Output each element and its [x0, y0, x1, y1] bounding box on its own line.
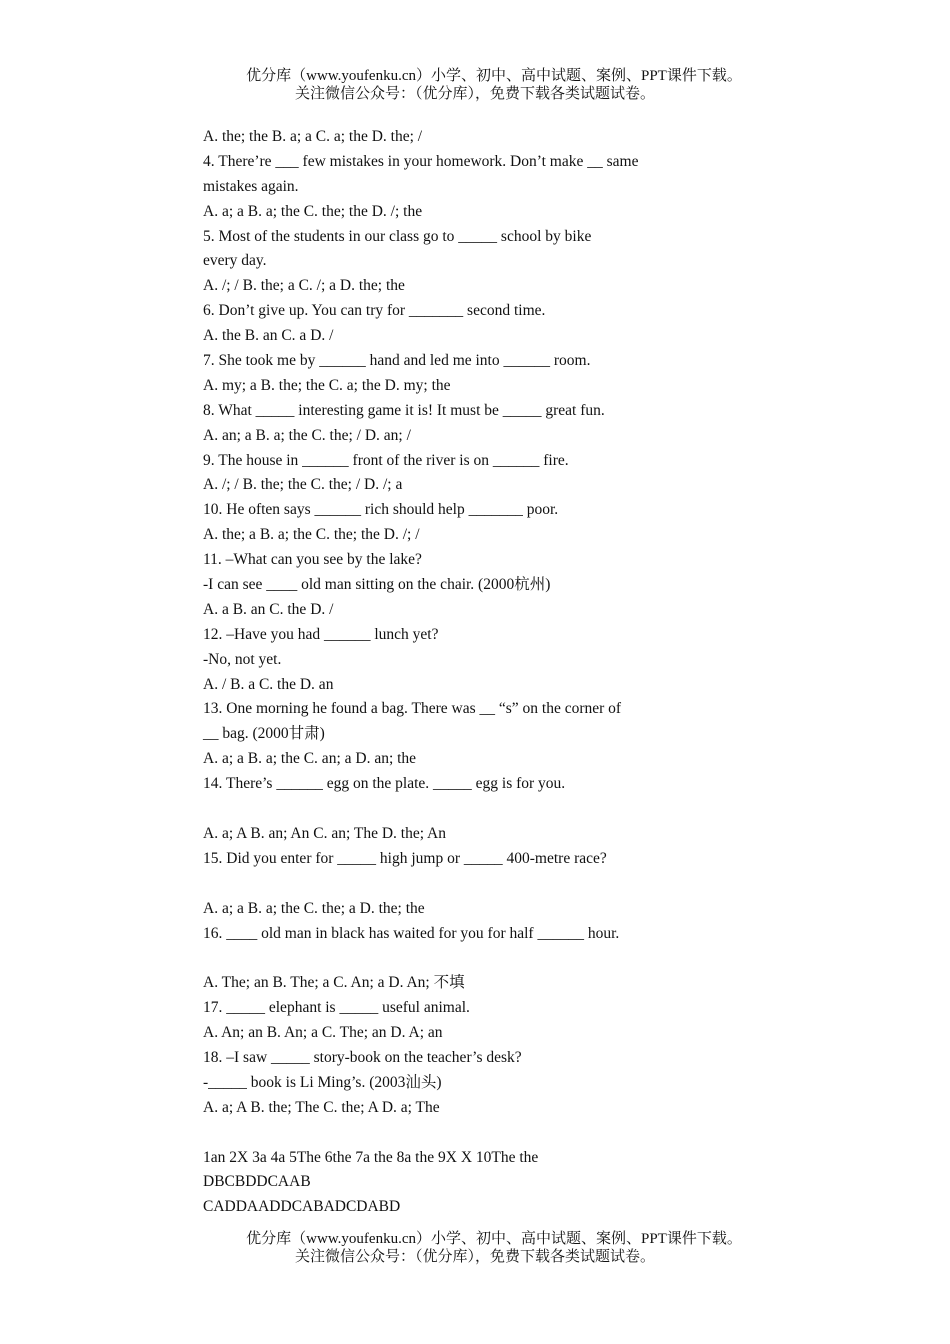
footer-line-2: 关注微信公众号：（优分库），免费下载各类试题试卷。	[294, 1249, 655, 1265]
text-line: A. a; a B. a; the C. an; a D. an; the	[203, 750, 417, 768]
text-line: 12. –Have you had ______ lunch yet?	[203, 625, 439, 643]
text-line: 11. –What can you see by the lake?	[203, 551, 422, 569]
text-line: A. An; an B. An; a C. The; an D. A; an	[203, 1024, 443, 1042]
header-line-2: 关注微信公众号：（优分库），免费下载各类试题试卷。	[294, 86, 655, 102]
text-line: 18. –I saw _____ story-book on the teacher’s desk?	[203, 1048, 522, 1066]
blank-line	[203, 797, 723, 822]
text-line: A. /; / B. the; the C. the; / D. /; a	[203, 476, 403, 494]
text-line: 4. There’re ___ few mistakes in your homework. Don’t make __ same	[203, 152, 639, 170]
blank-line	[203, 872, 723, 897]
text-line: 15. Did you enter for _____ high jump or _____ 400-metre race?	[203, 849, 607, 867]
text-line: A. the B. an C. a D. /	[203, 327, 334, 345]
text-line: -I can see ____ old man sitting on the chair. (2000杭州)	[203, 576, 551, 594]
text-line: A. / B. a C. the D. an	[203, 675, 334, 693]
text-line: A. a; a B. a; the C. the; a D. the; the	[203, 899, 425, 917]
page-header	[0, 67, 950, 103]
text-line: 13. One morning he found a bag. There was __ “s” on the corner of	[203, 700, 622, 718]
text-line: A. a; a B. a; the C. the; the D. /; the	[203, 202, 423, 220]
page-footer	[0, 1230, 950, 1266]
answer-key-line: CADDAADDCABADCDABD	[203, 1198, 401, 1216]
text-line: A. a B. an C. the D. /	[203, 600, 334, 618]
answer-key-line: 1an 2X 3a 4a 5The 6the 7a the 8a the 9X X 10The the	[203, 1148, 539, 1166]
text-line: 6. Don’t give up. You can try for _______ second time.	[203, 302, 546, 320]
text-line: 14. There’s ______ egg on the plate. _____ egg is for you.	[203, 775, 566, 793]
text-line: A. an; a B. a; the C. the; / D. an; /	[203, 426, 411, 444]
text-line: every day.	[203, 252, 267, 270]
text-line: 5. Most of the students in our class go to _____ school by bike	[203, 227, 592, 245]
text-line: A. The; an B. The; a C. An; a D. An; 不填	[203, 974, 465, 992]
text-line: A. a; A B. an; An C. an; The D. the; An	[203, 824, 446, 842]
header-line-1: 优分库（www.youfenku.cn）小学、初中、高中试题、案例、PPT课件下载。	[246, 68, 742, 84]
document-body	[203, 125, 723, 1220]
text-line: -No, not yet.	[203, 650, 282, 668]
blank-line	[203, 1121, 723, 1146]
text-line: 16. ____ old man in black has waited for you for half ______ hour.	[203, 924, 620, 942]
text-line: 10. He often says ______ rich should help _______ poor.	[203, 501, 559, 519]
blank-line	[203, 946, 723, 971]
text-line: A. the; the B. a; a C. a; the D. the; /	[203, 128, 423, 145]
text-line: mistakes again.	[203, 177, 299, 195]
text-line: A. /; / B. the; a C. /; a D. the; the	[203, 277, 405, 295]
text-line: A. the; a B. a; the C. the; the D. /; /	[203, 526, 420, 544]
text-line: -_____ book is Li Ming’s. (2003汕头)	[203, 1073, 442, 1091]
text-line: 9. The house in ______ front of the river is on ______ fire.	[203, 451, 569, 469]
text-line: 8. What _____ interesting game it is! It must be _____ great fun.	[203, 401, 605, 419]
text-line: 17. _____ elephant is _____ useful animal.	[203, 999, 470, 1017]
text-line: A. a; A B. the; The C. the; A D. a; The	[203, 1098, 440, 1116]
text-line: A. my; a B. the; the C. a; the D. my; the	[203, 376, 451, 394]
answer-key-line: DBCBDDCAAB	[203, 1173, 311, 1191]
text-line: 7. She took me by ______ hand and led me into ______ room.	[203, 352, 591, 370]
text-line: __ bag. (2000甘肃)	[203, 725, 325, 743]
footer-line-1: 优分库（www.youfenku.cn）小学、初中、高中试题、案例、PPT课件下载。	[246, 1231, 742, 1247]
